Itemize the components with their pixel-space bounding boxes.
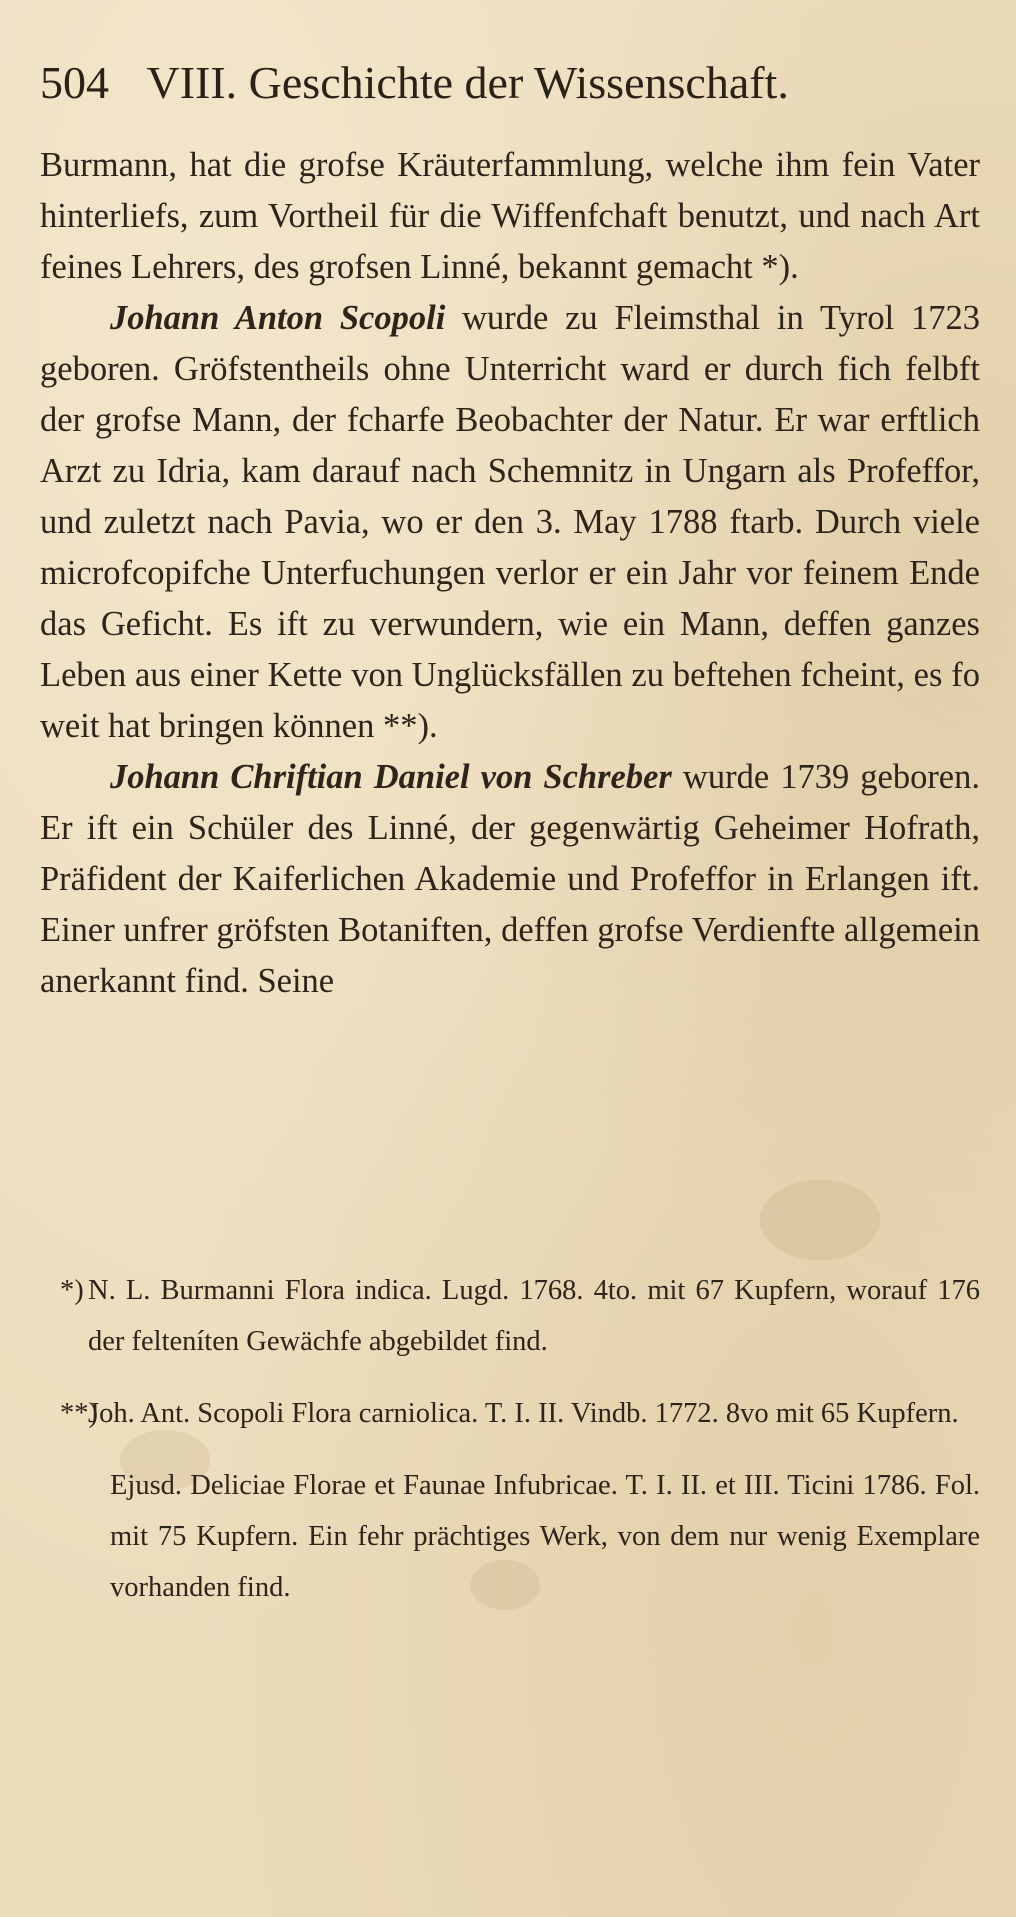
- person-name: Johann Anton Scopoli: [110, 299, 446, 337]
- paragraph-scopoli: [40, 293, 980, 752]
- footnote-marker: **): [60, 1398, 98, 1429]
- person-name: Johann Chriftian Daniel von Schreber: [110, 758, 672, 796]
- footnote-2: [40, 1388, 980, 1439]
- footnote-2-continuation: [40, 1460, 980, 1613]
- main-text: [40, 140, 980, 1007]
- running-header: [40, 48, 980, 118]
- footnote-marker: *): [60, 1275, 84, 1306]
- paragraph-text: Burmann, hat die grofse Kräuterfammlung, welche ihm fein Vater hinterliefs, zum Vortheil für die Wiffenfchaft benutzt, und nach Art feines Lehrers, des grofsen Linné, bekannt gemacht *).: [40, 146, 980, 286]
- paragraph-text: wurde 1739 geboren. Er ift ein Schüler des Linné, der gegenwärtig Geheimer Hofrath, Präfident der Kaiferlichen Akademie und Profeffor in Erlangen ift. Einer unfrer gröfsten Botaniften, deffen grofse Verdienfte allgemein anerkannt find. Seine: [40, 758, 980, 1000]
- paragraph-burmann: [40, 140, 980, 293]
- page-number: 504: [40, 57, 109, 108]
- footnote-text: Joh. Ant. Scopoli Flora carniolica. T. I. II. Vindb. 1772. 8vo mit 65 Kupfern.: [88, 1398, 959, 1429]
- footnote-text: N. L. Burmanni Flora indica. Lugd. 1768. 4to. mit 67 Kupfern, worauf 176 der felteníten Gewächfe abgebildet find.: [88, 1275, 980, 1357]
- paragraph-text: wurde zu Fleimsthal in Tyrol 1723 geboren. Gröfstentheils ohne Unterricht ward er durch fich felbft der grofse Mann, der fcharfe Beobachter der Natur. Er war erftlich Arzt zu Idria, kam darauf nach Schemnitz in Ungarn als Profeffor, und zuletzt nach Pavia, wo er den 3. May 1788 ftarb. Durch viele microfcopifche Unterfuchungen verlor er ein Jahr vor feinem Ende das Geficht. Es ift zu verwundern, wie ein Mann, deffen ganzes Leben aus einer Kette von Unglücksfällen zu beftehen fcheint, es fo weit hat bringen können **).: [40, 299, 980, 745]
- paragraph-schreber: [40, 752, 980, 1007]
- paper-stain: [760, 1180, 880, 1260]
- running-title: VIII. Geschichte der Wissenschaft.: [146, 57, 789, 108]
- footnote-1: [40, 1265, 980, 1367]
- footnote-text: Ejusd. Deliciae Florae et Faunae Infubricae. T. I. II. et III. Ticini 1786. Fol. mit 75 Kupfern. Ein fehr prächtiges Werk, von dem nur wenig Exemplare vorhanden find.: [110, 1470, 980, 1603]
- footnotes: [40, 1265, 980, 1634]
